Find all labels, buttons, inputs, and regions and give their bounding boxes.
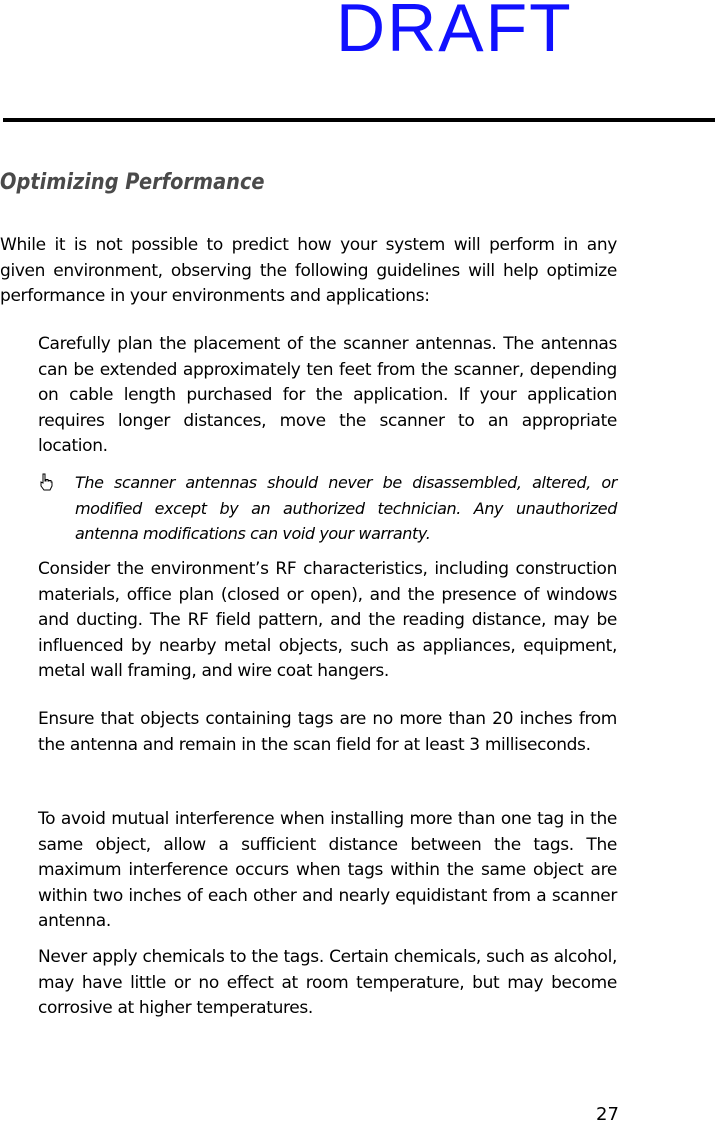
guideline-mutual-interference: To avoid mutual interference when installing more than one tag in the same object, allow a sufficient distance between the tags. The maximum interference occurs when tags within the same object are within two inches of each other and nearly equidistant from a scanner antenna. xyxy=(38,809,617,931)
header-rule xyxy=(3,118,715,122)
note-text: The scanner antennas should never be disassembled, altered, or modified except by an authorized technician. Any unauthorized antenna modifications can void your warranty. xyxy=(75,473,617,543)
draft-watermark: DRAFT xyxy=(336,0,573,66)
guideline-chemicals: Never apply chemicals to the tags. Certain chemicals, such as alcohol, may have little or no effect at room temperature, but may become corrosive at higher temperatures. xyxy=(38,947,617,1018)
guideline-tag-distance: Ensure that objects containing tags are no more than 20 inches from the antenna and remain in the scan field for at least 3 milliseconds. xyxy=(38,709,617,755)
pointing-hand-icon xyxy=(38,473,54,491)
section-title: Optimizing Performance xyxy=(0,170,265,195)
intro-paragraph: While it is not possible to predict how your system will perform in any given environment, observing the following guidelines will help optimize performance in your environments and applications: xyxy=(0,235,617,306)
guideline-rf-characteristics: Consider the environment’s RF characteristics, including construction materials, office plan (closed or open), and the presence of windows and ducting. The RF field pattern, and the reading distance, may be influenced by nearby metal objects, such as appliances, equipment, metal wall framing, and wire coat hangers. xyxy=(38,559,617,681)
guideline-antenna-placement: Carefully plan the placement of the scanner antennas. The antennas can be extended approximately ten feet from the scanner, depending on cable length purchased for the application. If your application requires longer distances, move the scanner to an appropriate location. xyxy=(38,334,617,456)
page-number: 27 xyxy=(596,1104,619,1125)
